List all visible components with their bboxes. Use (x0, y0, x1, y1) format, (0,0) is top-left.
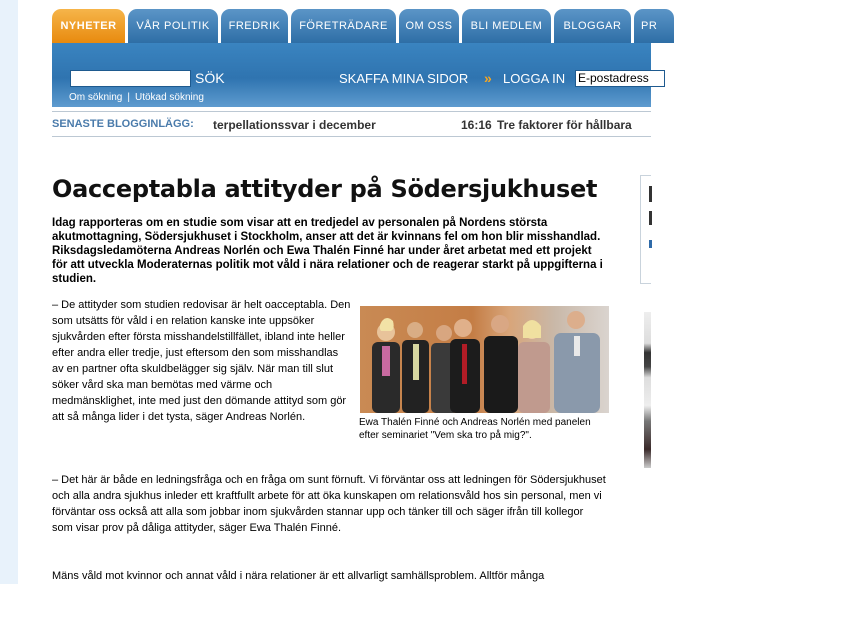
tab-pr[interactable]: PR (634, 9, 674, 43)
link-separator: | (127, 92, 130, 103)
my-pages-link[interactable]: SKAFFA MINA SIDOR (339, 71, 469, 86)
chevron-right-icon: » (484, 70, 492, 86)
group-photo (360, 306, 609, 413)
article-title: Oacceptabla attityder på Södersjukhuset (52, 175, 598, 203)
blog-ticker (52, 111, 651, 137)
photo-caption: Ewa Thalén Finné och Andreas Norlén med panelen efter seminariet "Vem ska tro på mig?". (359, 417, 591, 441)
email-input[interactable]: E-postadress (575, 70, 665, 87)
tab-fredrik[interactable]: FREDRIK (221, 9, 288, 43)
ticker-time: 16:16 (461, 118, 492, 132)
page-container (52, 0, 658, 634)
sidebar-text-fragment (649, 186, 652, 202)
tab-om-oss[interactable]: OM OSS (399, 9, 459, 43)
tab-bli-medlem[interactable]: BLI MEDLEM (462, 9, 551, 43)
sidebar-link-fragment[interactable] (649, 240, 652, 248)
article-paragraph: Mäns våld mot kvinnor och annat våld i nära relationer är ett allvarligt samhällsproblem. Alltför många (52, 570, 545, 582)
search-input[interactable] (70, 70, 191, 87)
advanced-search-link[interactable]: Utökad sökning (134, 92, 204, 103)
ticker-item[interactable]: terpellationssvar i december (213, 118, 376, 132)
ticker-item[interactable]: Tre faktorer för hållbara (497, 118, 632, 132)
article-paragraph: – De attityder som studien redovisar är helt oacceptabla. Den som utsätts för våld i en relation kanske inte uppsöker sjukvården efter första misshandelstillfället, ibland inte heller efter andra eller tredje, just eftersom den som misshandlas av en partner ofta skuldbelägger sig själv. När man till slut söker vård ska man bemötas med värme och medmänsklighet, inte med just den dömande attityd som gör att så många lider i det tysta, säger Andreas Norlén. (52, 299, 351, 423)
tab-nyheter[interactable]: NYHETER (52, 9, 125, 43)
ticker-label: SENASTE BLOGGINLÄGG: (52, 118, 194, 130)
sidebar-text-fragment (649, 211, 652, 225)
tab-bloggar[interactable]: BLOGGAR (554, 9, 631, 43)
article-lead: Idag rapporteras om en studie som visar att en tredjedel av personalen på Nordens största akutmottagning, Södersjukhuset i Stockholm, anser att det är kvinnans fel om hon blir misshandlad. Riksdagsledamöterna Andreas Norlén och Ewa Thalén Finné har under året arbetat med ett projekt för att utveckla Moderaternas politik mot våld i nära relationer och de reagerar starkt på uppgifterna i studien. (52, 217, 603, 285)
sidebar-image (644, 312, 651, 468)
header-bar (52, 43, 651, 107)
search-links (69, 92, 204, 103)
search-button[interactable]: SÖK (195, 70, 225, 86)
page-left-strip (0, 0, 18, 584)
article-paragraph: – Det här är både en ledningsfråga och en fråga om sunt förnuft. Vi förväntar oss att ledningen för Södersjukhuset och alla andra sjukhus inleder ett kraftfullt arbete för att öka kunskapen om relationsvåld hos sin personal, men vi förväntar oss också att alla som jobbar inom sjukvården stannar upp och tänker till och säger ifrån till kollegor som visar prov på dåliga attityder, säger Ewa Thalén Finné. (52, 474, 606, 534)
tab-foretradare[interactable]: FÖRETRÄDARE (291, 9, 396, 43)
main-nav (52, 9, 692, 43)
tab-var-politik[interactable]: VÅR POLITIK (128, 9, 218, 43)
about-search-link[interactable]: Om sökning (69, 92, 123, 103)
sidebar-box (640, 175, 651, 284)
article-photo (360, 306, 609, 413)
login-link[interactable]: LOGGA IN (503, 71, 566, 86)
